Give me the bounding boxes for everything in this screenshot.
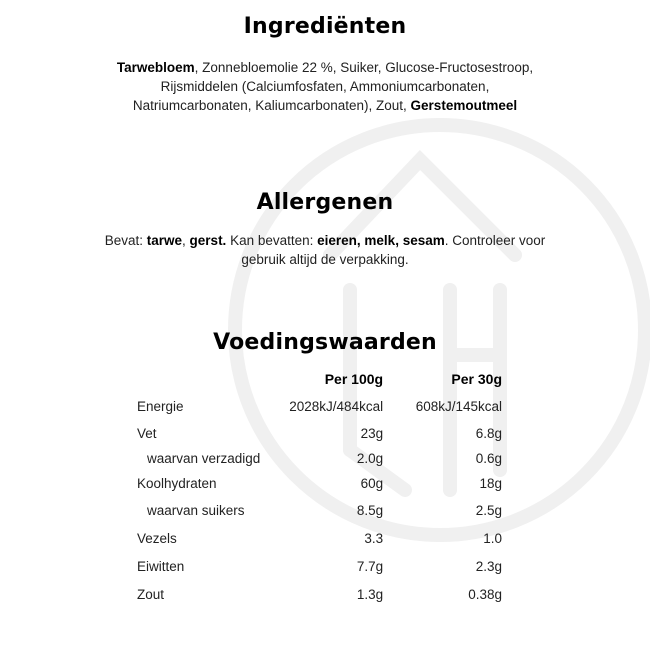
row-label: Zout bbox=[137, 586, 165, 602]
ingredients-title: Ingrediënten bbox=[243, 14, 407, 39]
table-row bbox=[137, 392, 502, 420]
value-per100: 7.7g bbox=[356, 558, 384, 574]
nutrition-header-row bbox=[137, 366, 502, 392]
allergen-text: Kan bevatten: bbox=[226, 233, 318, 248]
row-label: Energie bbox=[137, 398, 184, 414]
table-row bbox=[137, 552, 502, 580]
table-row bbox=[137, 524, 502, 552]
nutrition-title: Voedingswaarden bbox=[213, 330, 437, 355]
value-per100: 3.3 bbox=[364, 530, 384, 546]
allergens-text bbox=[100, 231, 550, 269]
value-per30: 2.3g bbox=[475, 558, 502, 574]
value-per30: 0.38g bbox=[468, 586, 502, 602]
column-header-per100: Per 100g bbox=[324, 371, 384, 387]
column-header bbox=[137, 366, 263, 392]
ingredient-bold: Gerstemoutmeel bbox=[410, 98, 518, 113]
allergens-title: Allergenen bbox=[256, 190, 394, 215]
row-label: waarvan verzadigd bbox=[147, 450, 261, 466]
value-per100: 1.3g bbox=[356, 586, 384, 602]
ingredients-text bbox=[100, 58, 550, 115]
value-per100: 8.5g bbox=[356, 502, 384, 518]
nutrition-table bbox=[137, 366, 502, 608]
row-label: Vet bbox=[137, 425, 157, 441]
value-per30: 18g bbox=[479, 475, 502, 491]
column-header-per30: Per 30g bbox=[451, 371, 502, 387]
value-per100: 60g bbox=[360, 475, 384, 491]
value-per100: 2.0g bbox=[356, 450, 384, 466]
allergen-text: . Controleer voor gebruik altijd de verpakking. bbox=[241, 233, 546, 267]
table-row bbox=[137, 420, 502, 446]
value-per30: 1.0 bbox=[483, 530, 502, 546]
table-row bbox=[137, 446, 502, 470]
value-per30: 0.6g bbox=[475, 450, 502, 466]
allergen-bold: eieren, melk, sesam bbox=[317, 233, 445, 248]
value-per100: 2028kJ/484kcal bbox=[289, 398, 384, 414]
value-per100: 23g bbox=[360, 425, 384, 441]
allergen-bold: gerst. bbox=[189, 233, 227, 248]
value-per30: 2.5g bbox=[475, 502, 502, 518]
allergen-text: Bevat: bbox=[104, 233, 147, 248]
table-row bbox=[137, 496, 502, 524]
ingredient-bold: Tarwebloem bbox=[116, 60, 195, 75]
value-per30: 608kJ/145kcal bbox=[415, 398, 502, 414]
allergen-bold: tarwe bbox=[146, 233, 183, 248]
table-row bbox=[137, 470, 502, 496]
row-label: Vezels bbox=[137, 530, 177, 546]
allergen-text: , bbox=[182, 233, 190, 248]
value-per30: 6.8g bbox=[475, 425, 502, 441]
row-label: Koolhydraten bbox=[137, 475, 217, 491]
row-label: Eiwitten bbox=[137, 558, 185, 574]
row-label: waarvan suikers bbox=[147, 502, 245, 518]
ingredient-text: , Zonnebloemolie 22 %, Suiker, Glucose-Fructosestroop, Rijsmiddelen (Calciumfosfaten, Ammoniumcarbonaten, Natriumcarbonaten, Kaliumcarbonaten), Zout, bbox=[132, 60, 534, 113]
table-row bbox=[137, 580, 502, 608]
